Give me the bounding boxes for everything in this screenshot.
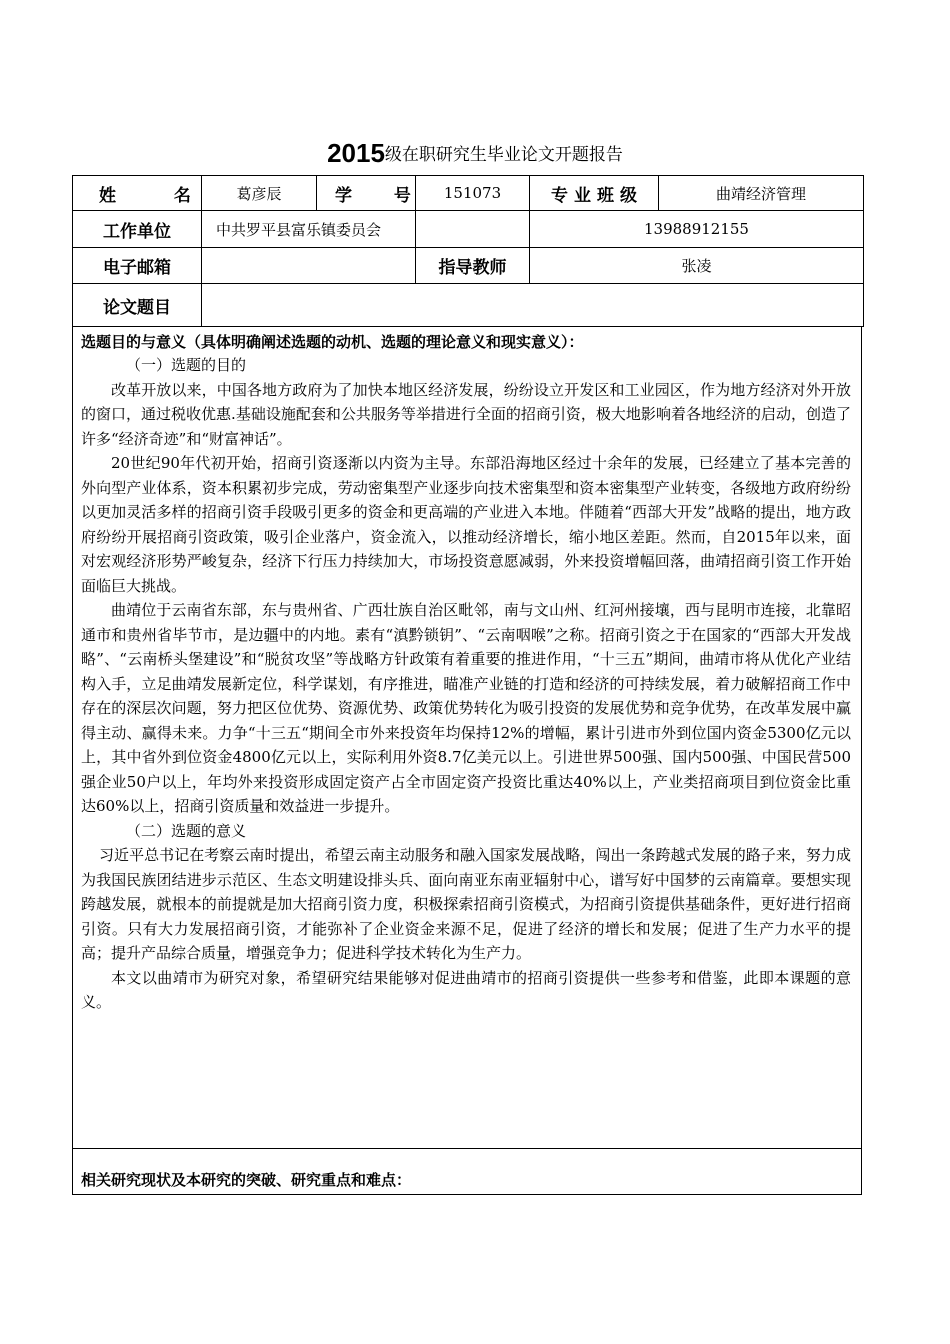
section-purpose-heading: 选题目的与意义（具体明确阐述选题的动机、选题的理论意义和现实意义）： xyxy=(81,333,584,351)
title-year: 2015 xyxy=(327,138,385,168)
section-research-status xyxy=(72,1149,862,1195)
student-id-value: 151073 xyxy=(416,176,530,211)
class-value: 曲靖经济管理 xyxy=(659,176,864,211)
info-row-name xyxy=(73,176,864,211)
info-row-email xyxy=(73,248,864,284)
paragraph-5: 本文以曲靖市为研究对象，希望研究结果能够对促进曲靖市的招商引资提供一些参考和借鉴，此即本课题的意义。 xyxy=(81,968,851,1011)
advisor-label: 指导教师 xyxy=(416,248,530,284)
subheading-purpose: （一）选题的目的 xyxy=(126,356,247,374)
workplace-label: 工作单位 xyxy=(73,211,202,248)
class-label: 专业班级 xyxy=(530,176,659,211)
phone-value: 13988912155 xyxy=(530,211,864,248)
section-research-heading: 相关研究现状及本研究的突破、研究重点和难点： xyxy=(81,1171,412,1189)
workplace-value: 中共罗平县富乐镇委员会 xyxy=(202,211,416,248)
title-text: 级在职研究生毕业论文开题报告 xyxy=(384,145,623,165)
paragraph-2: 20世纪90年代初开始，招商引资逐渐以内资为主导。东部沿海地区经过十余年的发展，已经建立了基本完善的外向型产业体系，资本积累初步完成，劳动密集型产业逐步向技术密集型和资本密集型产业转变，各级地方政府纷纷以更加灵活多样的招商引资手段吸引更多的资金和更高端的产业进入本地。伴随着“西部大开发”战略的提出，地方政府纷纷开展招商引资政策，吸引企业落户，资金流入，以推动经济增长，缩小地区差距。然而，自2015年以来，面对宏观经济形势严峻复杂，经济下行压力持续加大，市场投资意愿减弱，外来投资增幅回落，曲靖招商引资工作开始面临巨大挑战。 xyxy=(81,454,851,595)
subheading-significance: （二）选题的意义 xyxy=(126,821,247,840)
thesis-value xyxy=(202,284,864,327)
paragraph-3: 曲靖位于云南省东部，东与贵州省、广西壮族自治区毗邻，南与文山州、红河州接壤，西与昆明市连接，北靠昭通市和贵州省毕节市，是边疆中的内地。素有“滇黔锁钥”、“云南咽喉”之称。招商引资之于在国家的“西部大开发战略”、“云南桥头堡建设”和“脱贫攻坚”等战略方针政策有着重要的推进作用，“十三五”期间，曲靖市将从优化产业结构入手，立足曲靖发展新定位，科学谋划，有序推进，瞄准产业链的打造和经济的可持续发展，着力破解招商工作中存在的深层次问题，努力把区位优势、资源优势、政策优势转化为吸引投资的发展优势和竞争优势，在改革发展中赢得主动、赢得未来。力争“十三五“期间全市外来投资年均保持12%的增幅，累计引进市外到位国内资金5300亿元以上，其中省外到位资金4800亿元以上，实际利用外资8.7亿美元以上。引进世界500强、国内500强、中国民营500强企业50户以上，年均外来投资形成固定资产占全市固定资产投资比重达40%以上，产业类招商项目到位资金比重达60%以上，招商引资质量和效益进一步提升。 xyxy=(81,601,851,815)
info-table xyxy=(72,175,864,327)
thesis-label: 论文题目 xyxy=(73,284,202,327)
name-label: 姓 名 xyxy=(73,176,202,211)
email-label: 电子邮箱 xyxy=(73,248,202,284)
email-value xyxy=(202,248,416,284)
name-value: 葛彦辰 xyxy=(202,176,317,211)
paragraph-4: 习近平总书记在考察云南时提出，希望云南主动服务和融入国家发展战略，闯出一条跨越式发展的路子来，努力成为我国民族团结进步示范区、生态文明建设排头兵、面向南亚东南亚辐射中心，谱写好中国梦的云南篇章。要想实现跨越发展，就根本的前提就是加大招商引资力度，积极探索招商引资模式，为招商引资提供基础条件，更好进行招商引资。只有大力发展招商引资，才能弥补了企业资金来源不足，促进了经济的增长和发展；促进了生产力水平的提高；提升产品综合质量，增强竞争力；促进科学技术转化为生产力。 xyxy=(81,846,851,962)
page-title xyxy=(0,136,950,172)
info-row-thesis xyxy=(73,284,864,327)
info-row-workplace xyxy=(73,211,864,248)
workplace-blank xyxy=(416,211,530,248)
section-purpose-body xyxy=(81,353,851,1015)
advisor-value: 张凌 xyxy=(530,248,864,284)
section-purpose xyxy=(72,326,862,1149)
student-id-label: 学 号 xyxy=(317,176,416,211)
paragraph-1: 改革开放以来，中国各地方政府为了加快本地区经济发展，纷纷设立开发区和工业园区，作为地方经济对外开放的窗口，通过税收优惠.基础设施配套和公共服务等举措进行全面的招商引资，极大地影响着各地经济的启动，创造了许多“经济奇迹”和“财富神话”。 xyxy=(81,380,851,448)
